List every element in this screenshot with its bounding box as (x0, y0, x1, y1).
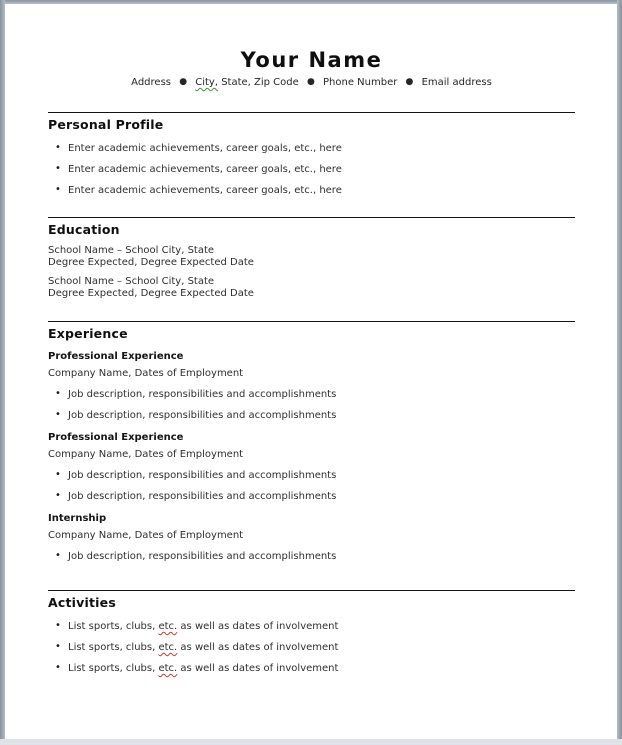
section-experience (48, 321, 575, 563)
education-entry (48, 276, 575, 299)
school-line: School Name – School City, State (48, 245, 215, 256)
page-content (48, 4, 575, 684)
section-activities (48, 590, 575, 675)
list-item (48, 185, 575, 197)
misspelled-word: etc. (158, 663, 178, 674)
job-heading: Professional Experience (48, 351, 184, 362)
job-bullet-list (48, 551, 575, 563)
list-item-text: as well as dates of involvement (180, 663, 339, 674)
list-item (48, 642, 575, 654)
contact-phone: Phone Number (323, 77, 398, 88)
experience-entry (48, 513, 575, 563)
bullet-separator-icon: ● (405, 77, 414, 87)
contact-email: Email address (421, 77, 492, 88)
contact-city: City, (195, 77, 219, 88)
list-item-text: Enter academic achievements, career goals, etc., here (68, 164, 342, 175)
personal-profile-list (48, 143, 575, 197)
resume-name-title: Your Name (240, 48, 383, 72)
bullet-icon: • (55, 641, 61, 652)
list-item (48, 663, 575, 675)
contact-state-zip: State, Zip Code (221, 77, 299, 88)
bullet-icon: • (55, 550, 61, 561)
list-item (48, 389, 575, 401)
company-line: Company Name, Dates of Employment (48, 530, 244, 541)
job-bullet-list (48, 389, 575, 422)
list-item-text: Job description, responsibilities and accomplishments (68, 470, 337, 481)
misspelled-word: etc. (158, 642, 178, 653)
list-item-text: Job description, responsibilities and accomplishments (68, 551, 337, 562)
job-heading: Internship (48, 513, 107, 524)
list-item (48, 491, 575, 503)
bullet-icon: • (55, 163, 61, 174)
bullet-icon: • (55, 142, 61, 153)
page-top-edge (0, 0, 622, 4)
list-item (48, 164, 575, 176)
section-personal-profile (48, 112, 575, 197)
education-entry (48, 245, 575, 268)
list-item (48, 621, 575, 633)
section-title-personal-profile: Personal Profile (48, 117, 164, 132)
degree-line: Degree Expected, Degree Expected Date (48, 256, 254, 268)
bullet-separator-icon: ● (179, 77, 188, 87)
school-line: School Name – School City, State (48, 276, 215, 287)
list-item-text: Job description, responsibilities and accomplishments (68, 491, 337, 502)
page-bottom-edge (0, 739, 622, 745)
bullet-icon: • (55, 184, 61, 195)
list-item (48, 143, 575, 155)
contact-line (48, 77, 575, 88)
contact-address: Address (131, 77, 171, 88)
experience-entry (48, 432, 575, 503)
misspelled-word: etc. (158, 621, 178, 632)
degree-line: Degree Expected, Degree Expected Date (48, 287, 254, 299)
bullet-icon: • (55, 469, 61, 480)
list-item-text: List sports, clubs, (68, 642, 156, 653)
list-item-text: Enter academic achievements, career goals, etc., here (68, 185, 342, 196)
list-item-text: as well as dates of involvement (180, 621, 339, 632)
section-title-education: Education (48, 222, 120, 237)
list-item-text: List sports, clubs, (68, 663, 156, 674)
section-education (48, 217, 575, 299)
job-bullet-list (48, 470, 575, 503)
list-item (48, 551, 575, 563)
bullet-separator-icon: ● (306, 77, 315, 87)
bullet-icon: • (55, 662, 61, 673)
experience-entry (48, 351, 575, 422)
list-item (48, 470, 575, 482)
page-left-edge (0, 0, 5, 741)
list-item-text: Job description, responsibilities and accomplishments (68, 389, 337, 400)
company-line: Company Name, Dates of Employment (48, 368, 244, 379)
list-item-text: Enter academic achievements, career goals, etc., here (68, 143, 342, 154)
section-title-experience: Experience (48, 326, 128, 341)
list-item-text: List sports, clubs, (68, 621, 156, 632)
bullet-icon: • (55, 388, 61, 399)
list-item-text: as well as dates of involvement (180, 642, 339, 653)
list-item-text: Job description, responsibilities and accomplishments (68, 410, 337, 421)
company-line: Company Name, Dates of Employment (48, 449, 244, 460)
list-item (48, 410, 575, 422)
bullet-icon: • (55, 409, 61, 420)
bullet-icon: • (55, 620, 61, 631)
page-right-edge (617, 0, 622, 741)
bullet-icon: • (55, 490, 61, 501)
section-title-activities: Activities (48, 595, 116, 610)
job-heading: Professional Experience (48, 432, 184, 443)
activities-list (48, 621, 575, 675)
